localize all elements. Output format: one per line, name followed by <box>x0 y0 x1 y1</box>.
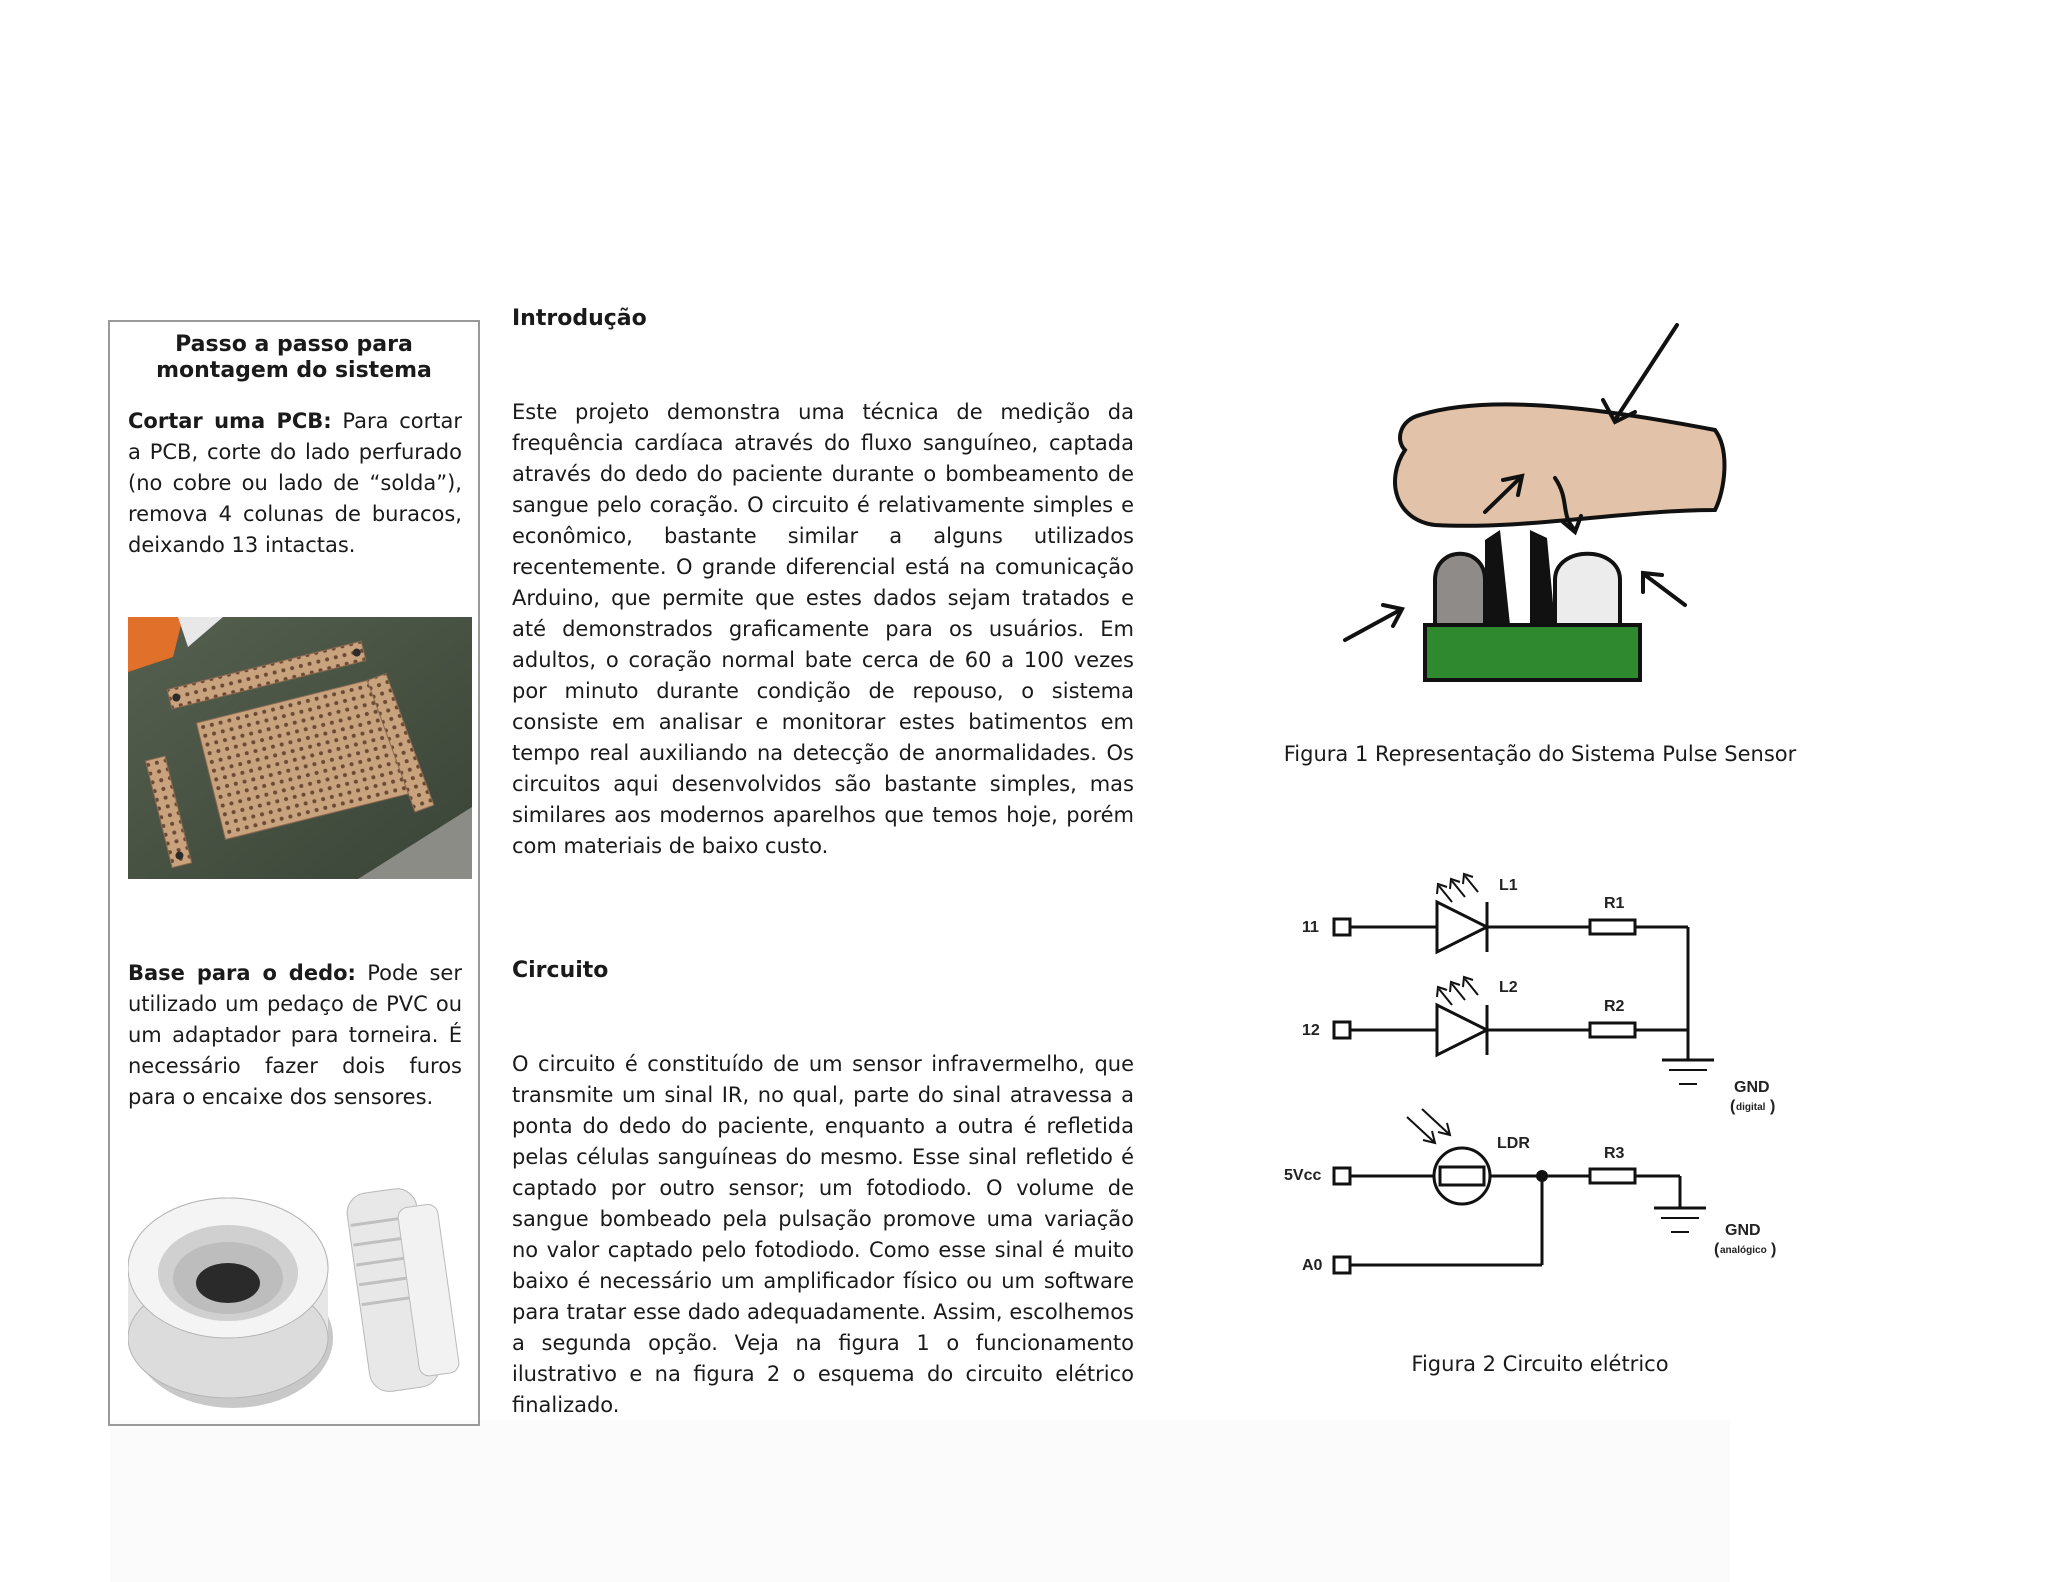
gnd-analog-label: GND <box>1725 1222 1761 1239</box>
led-l1-label: L1 <box>1499 877 1518 894</box>
pcb-photo <box>128 617 472 879</box>
pin-a0-label: A0 <box>1302 1257 1323 1274</box>
svg-text:(: ( <box>1714 1241 1720 1258</box>
pin-11-label: 11 <box>1302 919 1319 936</box>
circuit-paragraph: O circuito é constituído de um sensor infravermelho, que transmite um sinal IR, no qual, parte do sinal atravessa a ponta do dedo do paciente, enquanto a outra é refletida pelas células sanguíneas do mesmo. Esse sinal refletido é captado por outro sensor; um fotodiodo. O volume de sangue bombeado pela pulsação promove uma variação no valor captado pelo fotodiodo. Como esse sinal é muito baixo é necessário um amplificador físico ou um software para tratar esse dado adequadamente. Assim, escolhemos a segunda opção. Veja na figura 1 o funcionamento ilustrativo e na figura 2 o esquema do circuito elétrico finalizado. <box>512 1052 1134 1417</box>
circuit-diagram <box>1282 862 1788 1282</box>
sidebar-title-line-2: montagem do sistema <box>156 358 432 383</box>
gnd-digital-sub: digital <box>1736 1102 1766 1113</box>
sidebar-title-line-1: Passo a passo para <box>175 332 413 357</box>
step-cut-pcb-text: Para cortar a PCB, corte do lado perfurado (no cobre ou lado de “solda”), remova 4 colunas de buracos, deixando 13 intactas. <box>128 409 462 557</box>
svg-text:): ) <box>1770 1098 1776 1115</box>
step-cut-pcb-label: Cortar uma PCB: <box>128 409 332 433</box>
step-cut-pcb <box>128 406 462 561</box>
ldr-label: LDR <box>1497 1135 1530 1152</box>
pin-12-label: 12 <box>1302 1022 1320 1039</box>
svg-text:): ) <box>1771 1241 1777 1258</box>
resistor-r2-label: R2 <box>1604 998 1625 1015</box>
figure-2-caption: Figura 2 Circuito elétrico <box>1411 1352 1669 1376</box>
sidebar-title <box>110 332 478 384</box>
step-finger-base <box>128 958 462 1113</box>
figure-1-caption: Figura 1 Representação do Sistema Pulse Sensor <box>1283 742 1797 766</box>
led-l2-label: L2 <box>1499 979 1518 996</box>
pulse-sensor-illustration <box>1285 300 1755 730</box>
step-finger-base-text: Pode ser utilizado um pedaço de PVC ou um adaptador para torneira. É necessário fazer dois furos para o encaixe dos sensores. <box>128 961 462 1109</box>
pin-5vcc-label: 5Vcc <box>1284 1167 1322 1184</box>
gnd-analog-sub: analógico <box>1720 1245 1767 1256</box>
intro-paragraph: Este projeto demonstra uma técnica de medição da frequência cardíaca através do fluxo sanguíneo, captada através do dedo do paciente durante o bombeamento de sangue pelo coração. O circuito é relativamente simples e econômico, bastante similar a alguns utilizados recentemente. O grande diferencial está na comunicação Arduino, que permite que estes dados sejam tratados e até demonstrados graficamente para os usuários. Em adultos, o coração normal bate cerca de 60 a 100 vezes por minuto durante condição de repouso, o sistema consiste em analisar e monitorar estes batimentos em tempo real auxiliando na detecção de anormalidades. Os circuitos aqui desenvolvidos são bastante simples, mas similares aos modernos aparelhos que temos hoje, porém com materiais de baixo custo. <box>512 400 1134 858</box>
page-background-shade <box>110 1420 1730 1582</box>
svg-text:(: ( <box>1730 1098 1736 1115</box>
pvc-adapter-photo <box>128 1158 468 1418</box>
intro-heading: Introdução <box>512 306 647 331</box>
assembly-steps-box <box>108 320 480 1426</box>
resistor-r1-label: R1 <box>1604 895 1625 912</box>
resistor-r3-label: R3 <box>1604 1145 1625 1162</box>
step-finger-base-label: Base para o dedo: <box>128 961 356 985</box>
circuit-heading: Circuito <box>512 958 609 983</box>
gnd-digital-label: GND <box>1734 1079 1770 1096</box>
